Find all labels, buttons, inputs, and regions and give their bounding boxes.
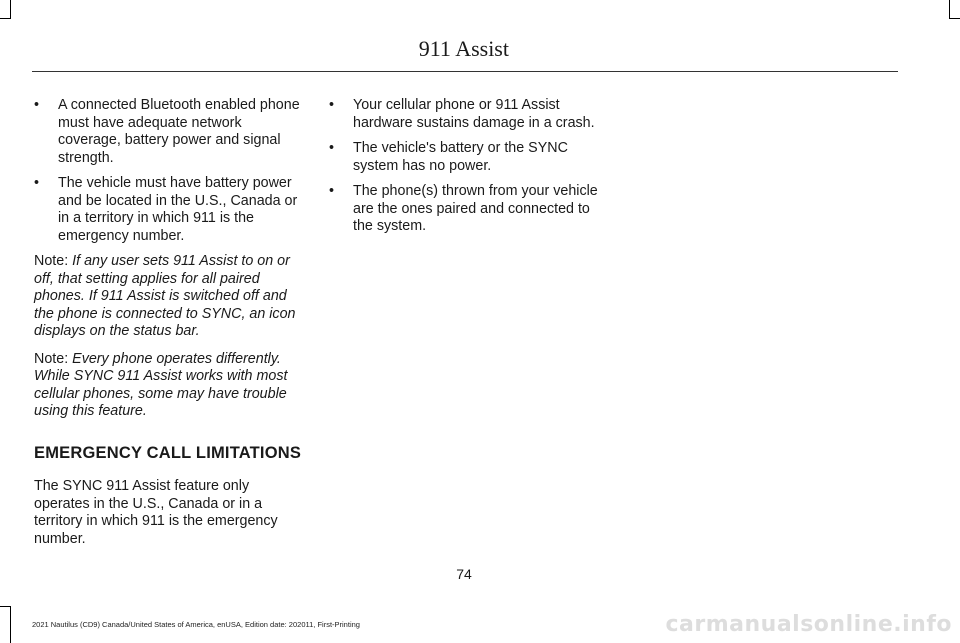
crop-mark-top-left-v: [10, 0, 11, 18]
crop-mark-bottom-left-h: [0, 606, 11, 607]
section-heading: EMERGENCY CALL LIMITATIONS: [34, 443, 302, 462]
bullet-icon: •: [329, 183, 335, 199]
list-item-text: A connected Bluetooth enabled phone must have adequate network coverage, battery power and signal strength.: [58, 97, 300, 166]
list-item-text: The vehicle's battery or the SYNC system has no power.: [353, 140, 568, 174]
bullet-icon: •: [34, 97, 40, 113]
note-label: Note:: [34, 253, 69, 269]
crop-mark-bottom-left-v: [10, 606, 11, 643]
list-item-text: The phone(s) thrown from your vehicle are the ones paired and connected to the system.: [353, 183, 598, 234]
list-item: [34, 97, 306, 167]
note: [34, 351, 306, 421]
bullet-icon: •: [329, 140, 335, 156]
bullet-icon: •: [329, 97, 335, 113]
page-header-title: 911 Assist: [418, 36, 509, 61]
right-column: [329, 97, 601, 244]
list-item: [329, 183, 601, 236]
note-text: Every phone operates differently. While SYNC 911 Assist works with most cellular phones, some may have trouble using this feature.: [34, 350, 288, 419]
watermark: carmanualsonline.info: [665, 612, 952, 637]
footer-edition-text: 2021 Nautilus (CD9) Canada/United States of America, enUSA, Edition date: 202011, First-Printing: [32, 620, 360, 629]
crop-mark-top-left-h: [0, 18, 11, 19]
list-item-text: The vehicle must have battery power and be located in the U.S., Canada or in a territory in which 911 is the emergency number.: [58, 175, 298, 244]
list-item-text: Your cellular phone or 911 Assist hardware sustains damage in a crash.: [353, 97, 595, 131]
list-item: [329, 140, 601, 175]
bullet-icon: •: [34, 175, 40, 191]
section-paragraph: The SYNC 911 Assist feature only operates in the U.S., Canada or in a territory in which 911 is the emergency number.: [34, 478, 278, 547]
note-label: Note:: [34, 350, 69, 367]
header-divider: [32, 71, 898, 72]
note: [34, 253, 306, 341]
list-item: [34, 175, 306, 245]
page-number: 74: [456, 566, 472, 582]
left-column: [34, 97, 306, 548]
crop-mark-top-right-v: [949, 0, 950, 18]
crop-mark-top-right-h: [949, 18, 960, 19]
note-text: If any user sets 911 Assist to on or off, that setting applies for all paired phones. If 911 Assist is switched off and the phone is connected to SYNC, an icon displays on the status bar.: [34, 253, 296, 339]
list-item: [329, 97, 601, 132]
